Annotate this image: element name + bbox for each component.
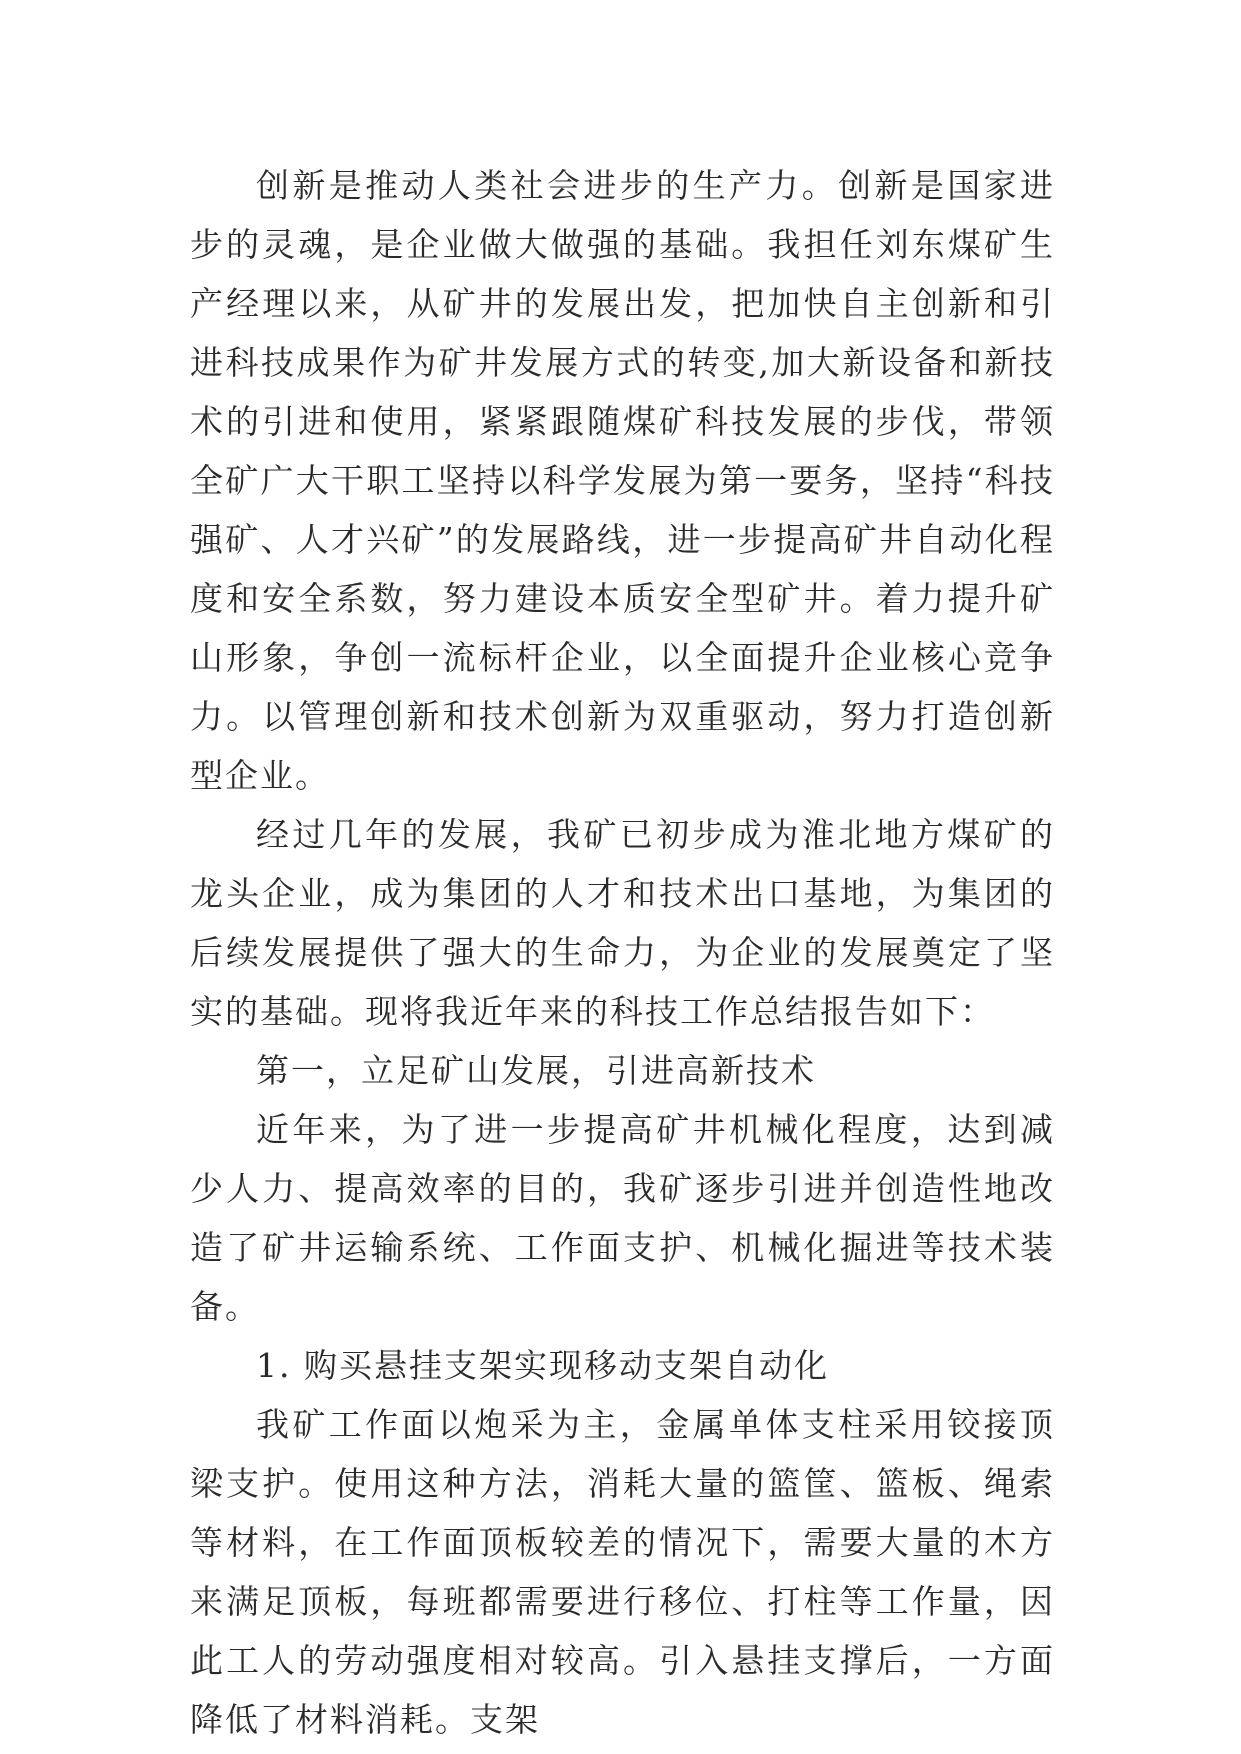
paragraph-development-summary: 经过几年的发展，我矿已初步成为淮北地方煤矿的龙头企业，成为集团的人才和技术出口基地，为集团的后续发展提供了强大的生命力，为企业的发展奠定了坚实的基础。现将我近年来的科技工作总结报告如下： bbox=[190, 815, 1055, 1031]
section-heading-first: 第一，立足矿山发展，引进高新技术 bbox=[256, 1051, 816, 1090]
paragraph-innovation-intro: 创新是推动人类社会进步的生产力。创新是国家进步的灵魂，是企业做大做强的基础。我担任刘东煤矿生产经理以来，从矿井的发展出发，把加快自主创新和引进科技成果作为矿井发展方式的转变,加大新设备和新技术的引进和使用，紧紧跟随煤矿科技发展的步伐，带领全矿广大干职工坚持以科学发展为第一要务，坚持“科技强矿、人才兴矿”的发展路线，进一步提高矿井自动化程度和安全系数，努力建设本质安全型矿井。着力提升矿山形象，争创一流标杆企业，以全面提升企业核心竞争力。以管理创新和技术创新为双重驱动，努力打造创新型企业。 bbox=[190, 166, 1055, 795]
paragraph-recent-years: 近年来，为了进一步提高矿井机械化程度，达到减少人力、提高效率的目的，我矿逐步引进并创造性地改造了矿井运输系统、工作面支护、机械化掘进等技术装备。 bbox=[190, 1110, 1055, 1326]
paragraph-working-face: 我矿工作面以炮采为主，金属单体支柱采用铰接顶梁支护。使用这种方法，消耗大量的篮筐、篮板、绳索等材料，在工作面顶板较差的情况下，需要大量的木方来满足顶板，每班都需要进行移位、打柱等工作量，因此工人的劳动强度相对较高。引入悬挂支撑后，一方面降低了材料消耗。支架 bbox=[190, 1405, 1055, 1739]
document-body bbox=[190, 156, 1055, 1749]
subsection-heading-1: 1. 购买悬挂支架实现移动支架自动化 bbox=[256, 1346, 829, 1385]
